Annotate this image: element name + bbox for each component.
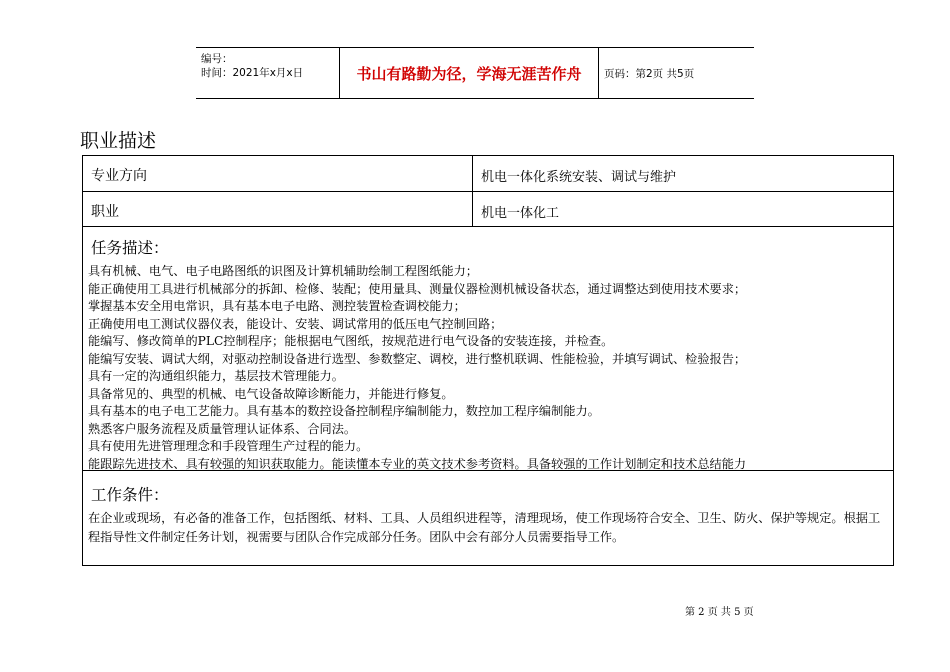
- row-value: 机电一体化系统安装、调试与维护: [481, 170, 677, 185]
- task-line: 具有一定的沟通组织能力，基层技术管理能力。: [88, 369, 344, 383]
- task-section: [83, 227, 893, 471]
- header-motto: 书山有路勤为径，学海无涯苦作舟: [339, 48, 599, 98]
- task-line: 能编写安装、调试大纲，对驱动控制设备进行选型、参数整定、调校，进行整机联调、性能检验，并填写调试、检验报告；: [88, 351, 747, 366]
- table-row-occupation: [83, 192, 893, 227]
- table-row-major: [83, 156, 893, 192]
- task-line: 具有机械、电气、电子电路图纸的识图及计算机辅助绘制工程图纸能力；: [88, 264, 478, 278]
- task-line: 能跟踪先进技术、具有较强的知识获取能力。能读懂本专业的英文技术参考资料。具备较强的工作计划制定和技术总结能力: [88, 456, 747, 471]
- job-description-table: [82, 155, 894, 566]
- column-divider: [472, 192, 473, 226]
- page-header: [196, 47, 754, 99]
- row-label: 专业方向: [91, 168, 147, 184]
- conditions-section: [83, 471, 893, 565]
- task-line: 熟悉客户服务流程及质量管理认证体系、合同法。: [88, 421, 357, 436]
- time-label: 时间：2021年x月x日: [201, 67, 304, 79]
- page-footer: 第 2 页 共 5 页: [685, 607, 754, 618]
- task-line: 能正确使用工具进行机械部分的拆卸、检修、装配；使用量具、测量仪器检测机械设备状态，通过调整达到使用技术要求；: [88, 281, 747, 296]
- header-page-code: 页码：第2页 共5页: [604, 67, 695, 80]
- section-title: 职业描述: [80, 130, 157, 152]
- number-label: 编号：: [201, 53, 233, 65]
- task-line: 能编写、修改简单的PLC控制程序；能根据电气图纸，按规范进行电气设备的安装连接，并检查。: [88, 334, 614, 348]
- task-line: 具有基本的电子电工艺能力。具有基本的数控设备控制程序编制能力，数控加工程序编制能力。: [88, 404, 600, 418]
- conditions-heading: 工作条件：: [91, 486, 169, 504]
- header-meta: [201, 52, 336, 80]
- row-label: 职业: [91, 204, 119, 220]
- task-lines: [88, 263, 746, 473]
- task-heading: 任务描述：: [91, 239, 169, 257]
- conditions-text: 在企业或现场，有必备的准备工作，包括图纸、材料、工具、人员组织进程等，清理现场，使工作现场符合安全、卫生、防火、保护等规定。根据工程指导性文件制定任务计划，视需要与团队合作完成部分任务。团队中会有部分人员需要指导工作。: [88, 511, 881, 544]
- task-line: 掌握基本安全用电常识，具有基本电子电路、测控装置检查调校能力；: [88, 299, 466, 313]
- column-divider: [472, 156, 473, 191]
- row-value: 机电一体化工: [481, 206, 560, 221]
- task-line: 具备常见的、典型的机械、电气设备故障诊断能力，并能进行修复。: [88, 386, 454, 401]
- task-line: 具有使用先进管理理念和手段管理生产过程的能力。: [88, 439, 369, 453]
- task-line: 正确使用电工测试仪器仪表，能设计、安装、调试常用的低压电气控制回路；: [88, 316, 503, 331]
